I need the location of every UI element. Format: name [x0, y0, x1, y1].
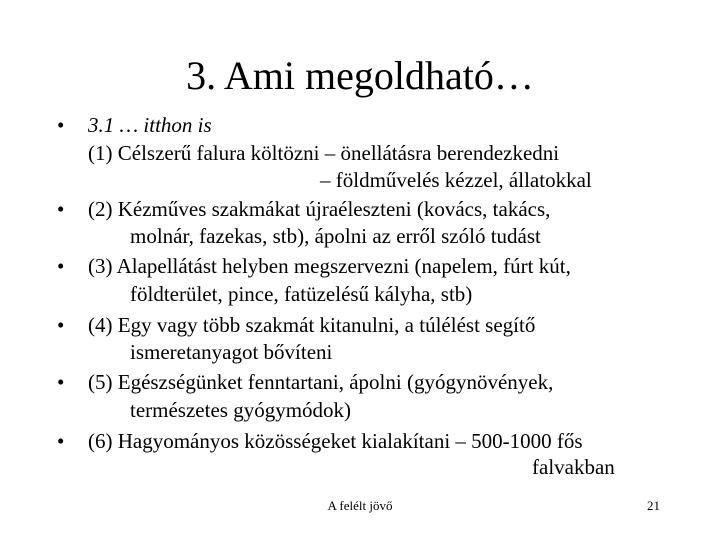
- bullet-3: •: [57, 254, 65, 278]
- bullet-4-line-1: (4) Egy vagy több szakmát kitanulni, a túlélést segítő: [88, 313, 536, 337]
- bullet-2-line-1: (2) Kézműves szakmákat újraéleszteni (kovács, takács,: [88, 197, 551, 221]
- bullet-4: •: [57, 313, 65, 337]
- page-number: 21: [647, 498, 660, 513]
- bullet-6-line-1: (6) Hagyományos közösségeket kialakítani – 500-1000 fős: [88, 429, 583, 453]
- bullet-2: •: [57, 197, 65, 221]
- bullet-3-line-2: földterület, pince, fatüzelésű kályha, stb): [130, 282, 473, 306]
- bullet-6-line-2: falvakban: [532, 455, 615, 479]
- bullet-5-line-2: természetes gyógymódok): [130, 398, 352, 422]
- bullet-1: •: [57, 113, 65, 137]
- bullet-1-line-2: (1) Célszerű falura költözni – önellátásra berendezkedni: [88, 141, 560, 165]
- footer-title: A felélt jövő: [327, 498, 393, 513]
- bullet-5-line-1: (5) Egészségünket fenntartani, ápolni (gyógynövények,: [88, 370, 554, 394]
- bullet-2-line-2: molnár, fazekas, stb), ápolni az erről szóló tudást: [130, 224, 541, 248]
- bullet-1-line-1: 3.1 … itthon is: [88, 113, 212, 137]
- bullet-5: •: [57, 370, 65, 394]
- bullet-4-line-2: ismeretanyagot bővíteni: [130, 340, 333, 364]
- slide-title: 3. Ami megoldható…: [186, 53, 534, 98]
- bullet-1-line-3: – földművelés kézzel, állatokkal: [320, 168, 592, 192]
- bullet-6: •: [57, 429, 65, 453]
- bullet-3-line-1: (3) Alapellátást helyben megszervezni (napelem, fúrt kút,: [88, 254, 571, 278]
